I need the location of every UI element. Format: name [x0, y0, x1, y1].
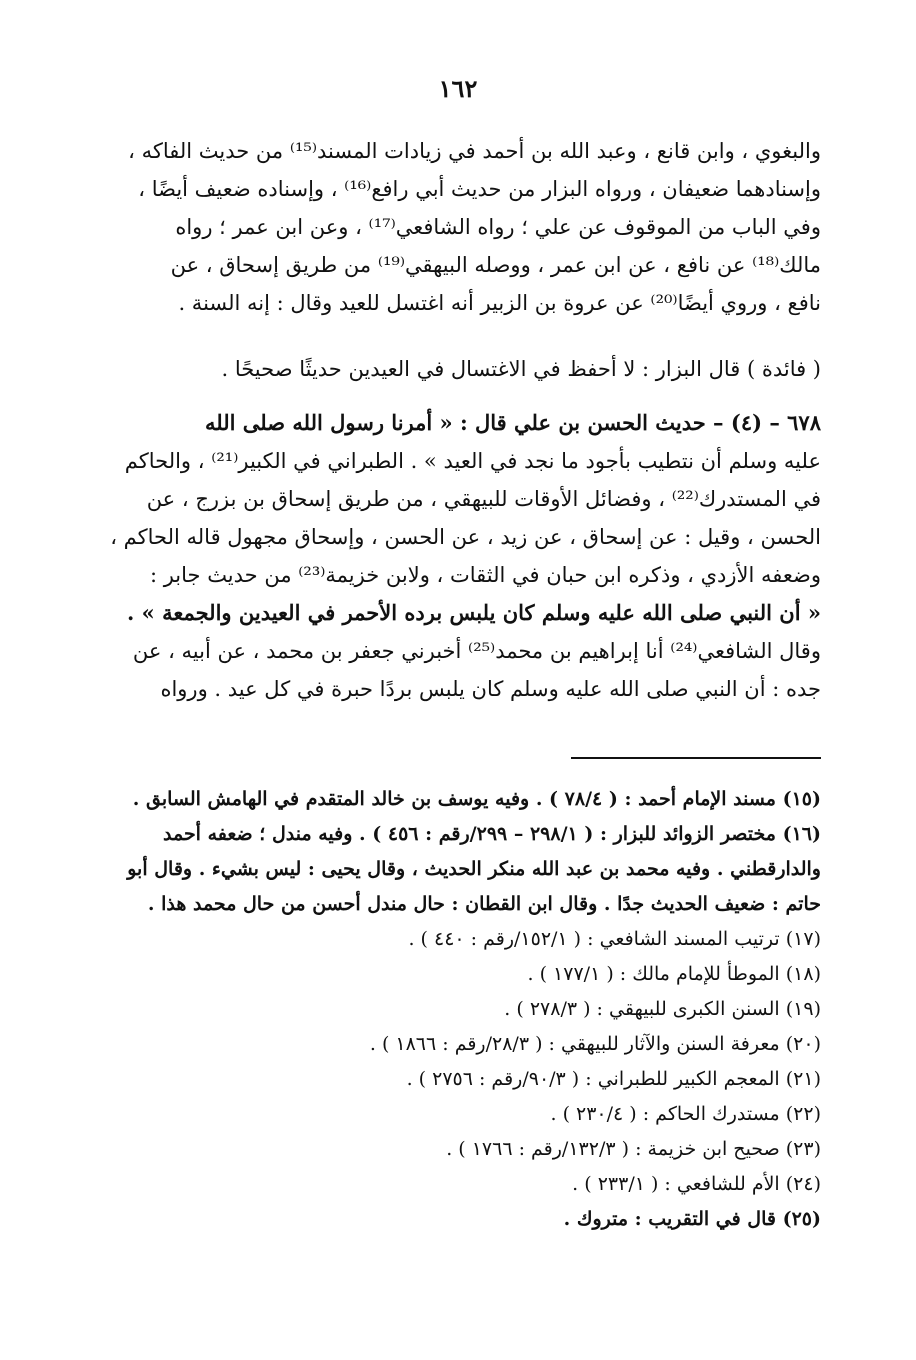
hadith-line: جده : أن النبي صلى الله عليه وسلم كان يلبس بردًا حبرة في كل عيد . ورواه: [160, 677, 821, 701]
paragraph-1-line: وفي الباب من الموقوف عن علي ؛ رواه الشافعي⁽¹⁷⁾ ، وعن ابن عمر ؛ رواه: [175, 215, 821, 239]
faida-line: ( فائدة ) قال البزار : لا أحفظ في الاغتسال في العيدين حديثًا صحيحًا .: [221, 357, 821, 381]
footnote-18: (١٨) الموطأ للإمام مالك : ( ١٧٧/١ ) .: [527, 963, 821, 985]
hadith-line: في المستدرك⁽²²⁾ ، وفضائل الأوقات للبيهقي ، من طريق إسحاق بن بزرج ، عن: [146, 487, 821, 511]
paragraph-1: [61, 132, 821, 322]
hadith-line: وقال الشافعي⁽²⁴⁾ أنا إبراهيم بن محمد⁽²⁵⁾ أخبرني جعفر بن محمد ، عن أبيه ، عن: [132, 639, 821, 663]
paragraph-1-line: نافع ، وروي أيضًا⁽²⁰⁾ عن عروة بن الزبير أنه اغتسل للعيد وقال : إنه السنة .: [178, 291, 821, 315]
hadith-line: وضعفه الأزدي ، وذكره ابن حبان في الثقات ، ولابن خزيمة⁽²³⁾ من حديث جابر :: [149, 563, 821, 587]
paragraph-1-line: والبغوي ، وابن قانع ، وعبد الله بن أحمد في زيادات المسند⁽¹⁵⁾ من حديث الفاكه ،: [128, 139, 821, 163]
page-number: ١٦٢: [438, 74, 478, 103]
footnote-22: (٢٢) مستدرك الحاكم : ( ٢٣٠/٤ ) .: [550, 1103, 821, 1125]
paragraph-1-line: وإسنادهما ضعيفان ، ورواه البزار من حديث أبي رافع⁽¹⁶⁾ ، وإسناده ضعيف أيضًا ،: [138, 177, 821, 201]
footnote-15: (١٥) مسند الإمام أحمد : ( ٧٨/٤ ) . وفيه يوسف بن خالد المتقدم في الهامش السابق .: [132, 788, 821, 810]
hadith-line: الحسن ، وقيل : عن إسحاق ، عن زيد ، عن الحسن ، وإسحاق مجهول قاله الحاكم ،: [110, 525, 821, 549]
footnote-16: (١٦) مختصر الزوائد للبزار : ( ٢٩٨/١ – ٢٩٩/رقم : ٤٥٦ ) . وفيه مندل ؛ ضعفه أحمد: [162, 823, 821, 845]
faida-note: [61, 350, 821, 388]
footnote-24: (٢٤) الأم للشافعي : ( ٢٣٣/١ ) .: [572, 1173, 821, 1195]
paragraph-1-line: مالك⁽¹⁸⁾ عن نافع ، عن ابن عمر ، ووصله البيهقي⁽¹⁹⁾ من طريق إسحاق ، عن: [170, 253, 821, 277]
footnote-17: (١٧) ترتيب المسند الشافعي : ( ١٥٢/١/رقم : ٤٤٠ ) .: [408, 928, 821, 950]
footnote-divider: [571, 757, 821, 759]
hadith-678: [61, 404, 821, 708]
hadith-line: « أن النبي صلى الله عليه وسلم كان يلبس برده الأحمر في العيدين والجمعة » .: [127, 600, 821, 625]
footnote-21: (٢١) المعجم الكبير للطبراني : ( ٩٠/٣/رقم : ٢٧٥٦ ) .: [406, 1068, 821, 1090]
footnote-16-continued: حاتم : ضعيف الحديث جدًا . وقال ابن القطان : حال مندل أحسن من حال محمد هذا .: [147, 893, 821, 915]
hadith-line: ٦٧٨ – (٤) – حديث الحسن بن علي قال : « أمرنا رسول الله صلى الله: [205, 410, 821, 435]
footnote-25: (٢٥) قال في التقريب : متروك .: [563, 1208, 821, 1230]
footnote-23: (٢٣) صحيح ابن خزيمة : ( ١٣٢/٣/رقم : ١٧٦٦ ) .: [446, 1138, 821, 1160]
footnote-20: (٢٠) معرفة السنن والآثار للبيهقي : ( ٢٨/٣/رقم : ١٨٦٦ ) .: [369, 1033, 821, 1055]
footnote-19: (١٩) السنن الكبرى للبيهقي : ( ٢٧٨/٣ ) .: [504, 998, 821, 1020]
footnotes: [61, 782, 821, 1237]
hadith-line: عليه وسلم أن نتطيب بأجود ما نجد في العيد » . الطبراني في الكبير⁽²¹⁾ ، والحاكم: [124, 449, 821, 473]
footnote-16-continued: والدارقطني . وفيه محمد بن عبد الله منكر الحديث ، وقال يحيى : ليس بشيء . وقال أبو: [127, 858, 821, 880]
